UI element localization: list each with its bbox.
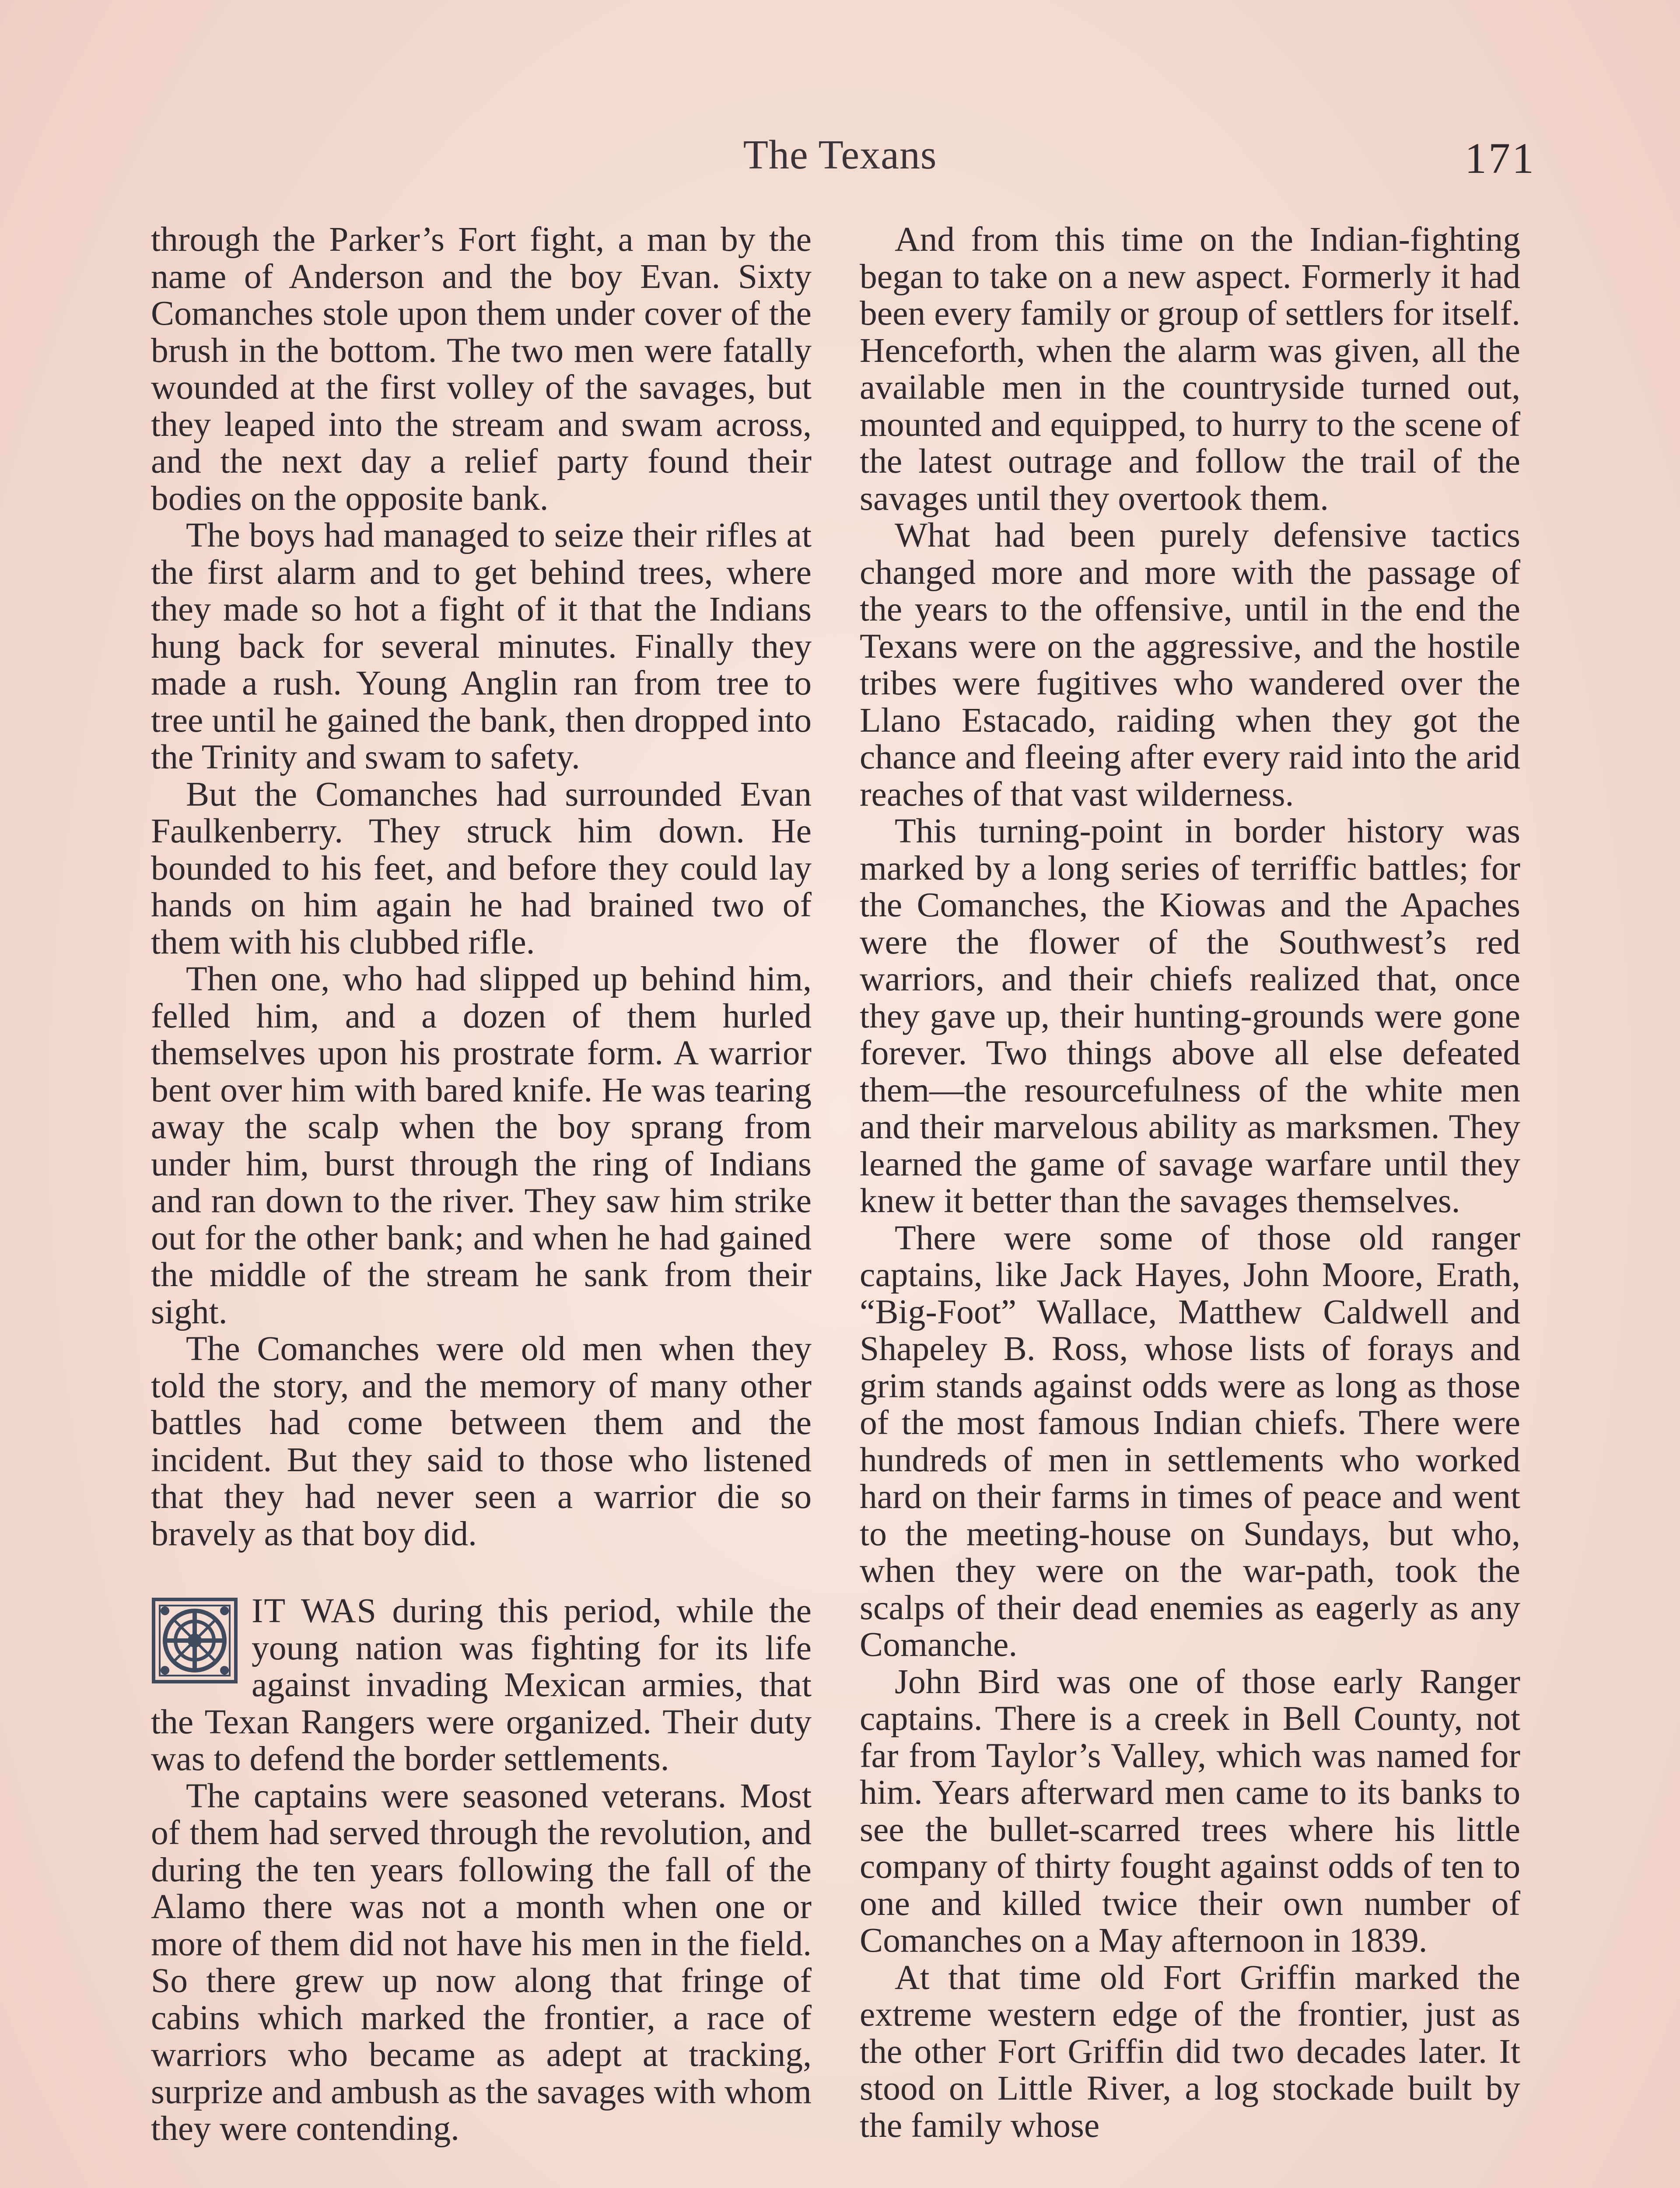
paragraph: The Comanches were old men when they told the story, and the memory of many other battles had come between them and the incident. But they said to those who listened that they had never seen a warrior die so bravely as that boy did. (151, 1329, 812, 1553)
right-column (860, 221, 1520, 2144)
paragraph: What had been purely defensive tactics changed more and more with the passage of the years to the offensive, until in the end the Texans were on the aggressive, and the hostile tribes were fugitives who wandered over the Llano Estacado, raiding when they got the chance and fleeing after every raid into the arid reaches of that vast wilderness. (860, 516, 1520, 813)
ornamental-initial-icon (151, 1597, 238, 1684)
paragraph: through the Parker’s Fort fight, a man by the name of Anderson and the boy Evan. Sixty Comanches stole upon them under cover of the brush in the bottom. The two men were fatally wounded at the first volley of the savages, but they leaped into the stream and swam across, and the next day a relief party found their bodies on the opposite bank. (151, 220, 812, 518)
paragraph: John Bird was one of those early Ranger captains. There is a creek in Bell County, not far from Taylor’s Valley, which was named for him. Years afterward men came to its banks to see the bullet-scarred trees where his little company of thirty fought against odds of ten to one and killed twice their own number of Comanches on a May afternoon in 1839. (860, 1662, 1520, 1960)
paragraph: The captains were seasoned veterans. Most of them had served through the revolution, and during the ten years following the fall of the Alamo there was not a month when one or more of them did not have his men in the field. So there grew up now along that fringe of cabins which marked the frontier, a race of warriors who became as adept at tracking, surprize and ambush as the savages with whom they were contending. (151, 1776, 812, 2148)
page-number: 171 (1465, 134, 1536, 182)
paragraph: The boys had managed to seize their rifles at the first alarm and to get behind trees, where they made so hot a fight of it that the Indians hung back for several minutes. Finally they made a rush. Young Anglin ran from tree to tree until he gained the bank, then dropped into the Trinity and swam to safety. (151, 516, 812, 776)
section-paragraph-text: during this period, while the young nation was fighting for its life against invading Mexican armies, that the Texan Rangers were organized. Their duty was to defend the border settlements. (151, 1592, 812, 1778)
paragraph: There were some of those old ranger captains, like Jack Hayes, John Moore, Erath, “Big-Foot” Wallace, Matthew Caldwell and Shapeley B. Ross, whose lists of forays and grim stands against odds were as long as those of the most famous Indian chiefs. There were hundreds of men in settlements who worked hard on their farms in times of peace and went to the meeting-house on Sundays, but who, when they were on the war-path, took the scalps of their dead enemies as eagerly as any Comanche. (860, 1218, 1520, 1664)
running-title: The Texans (743, 132, 937, 178)
paragraph: But the Comanches had surrounded Evan Faulkenberry. They struck him down. He bounded to his feet, and before they could lay hands on him again he had brained two of them with his clubbed rifle. (151, 775, 812, 961)
paragraph: This turning-point in border history was marked by a long series of terriffic battles; for the Comanches, the Kiowas and the Apaches were the flower of the Southwest’s red warriors, and their chiefs realized that, once they gave up, their hunting-grounds were gone forever. Two things above all else defeated them—the resourcefulness of the white men and their marvelous ability as marksmen. They learned the game of savage warfare until they knew it better than the savages themselves. (860, 812, 1520, 1220)
section-opening-paragraph (151, 1592, 812, 1778)
section-lead-words: IT WAS (252, 1592, 377, 1630)
paragraph: At that time old Fort Griffin marked the extreme western edge of the frontier, just as the other Fort Griffin did two decades later. It stood on Little River, a log stockade built by the family whose (860, 1958, 1520, 2145)
page-header (0, 131, 1680, 193)
paragraph: And from this time on the Indian-fighting began to take on a new aspect. Formerly it had been every family or group of settlers for itself. Henceforth, when the alarm was given, all the available men in the countryside turned out, mounted and equipped, to hurry to the scene of the latest outrage and follow the trail of the savages until they overtook them. (860, 220, 1520, 518)
left-column (151, 221, 812, 2147)
paragraph: Then one, who had slipped up behind him, felled him, and a dozen of them hurled themselves upon his prostrate form. A warrior bent over him with bared knife. He was tearing away the scalp when the boy sprang from under him, burst through the ring of Indians and ran down to the river. They saw him strike out for the other bank; and when he had gained the middle of the stream he sank from their sight. (151, 960, 812, 1331)
